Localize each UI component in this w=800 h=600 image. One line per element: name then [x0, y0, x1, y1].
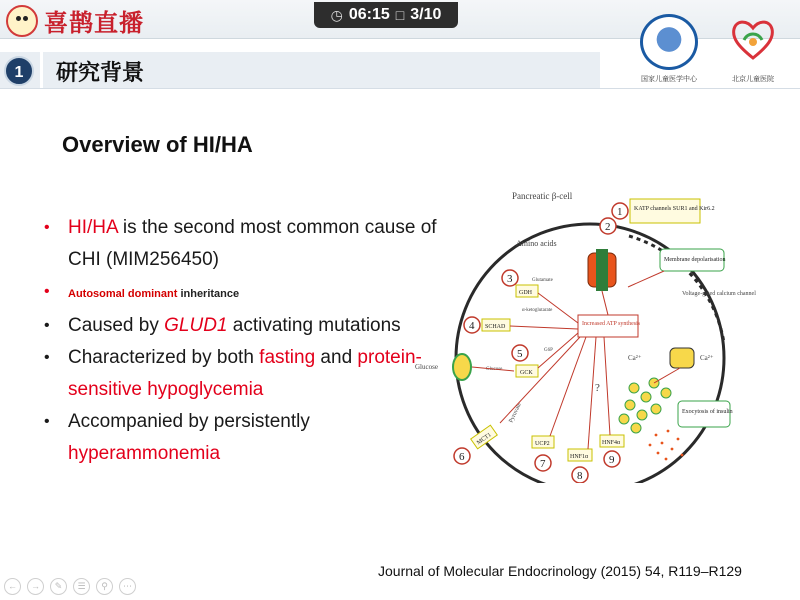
gdh-label: GDH	[519, 290, 532, 296]
bullet-highlight: fasting	[259, 347, 316, 368]
marker-2-label: 2	[605, 221, 611, 233]
marker-8-label: 8	[577, 470, 583, 482]
glutamate-label: Glutamate	[532, 278, 553, 283]
pen-icon[interactable]: ✎	[50, 578, 67, 595]
hnf1a-label: HNF1α	[570, 454, 589, 460]
clock-icon: ◷	[330, 6, 343, 23]
bullet-text: activating mutations	[227, 315, 401, 336]
bullet-text: Caused by	[68, 315, 165, 336]
vgcc-label: Voltage-gated calcium channel	[682, 291, 756, 297]
secreted-insulin-icon	[649, 430, 684, 461]
childrens-hospital-logo	[724, 14, 782, 84]
marker-3-label: 3	[507, 273, 513, 285]
glucose-in-label: Glucose	[486, 367, 503, 372]
ca-in-label: Ca²⁺	[628, 354, 642, 362]
slide-counter: 3/10	[410, 6, 442, 23]
g6p-label: G6P	[544, 348, 553, 353]
brand-name: 喜鹊直播	[44, 9, 144, 37]
mct1-label: MCT1	[476, 432, 493, 447]
bullet-dot: •	[44, 413, 50, 430]
bullet-dot: •	[44, 283, 50, 300]
bullet-dot: •	[44, 317, 50, 334]
unknown-label: ?	[595, 382, 600, 394]
gck-label: GCK	[520, 370, 533, 376]
akg-label: α-ketoglutarate	[522, 308, 553, 313]
section-title: 研究背景	[56, 61, 145, 86]
bullet-highlight: HI/HA	[68, 217, 118, 238]
marker-6-label: 6	[459, 451, 465, 463]
calcium-channel-icon	[670, 348, 694, 368]
bullet-dot: •	[44, 349, 50, 366]
bullet-text: Characterized by both	[68, 347, 260, 368]
bullet-highlight: protein-sensitive hypoglycemia	[68, 347, 422, 400]
katp-label: KATP channels SUR1 and Kir6.2	[634, 206, 715, 212]
marker-1-label: 1	[617, 206, 623, 218]
childrens-hospital-emblem-icon	[724, 14, 782, 70]
bullet-highlight: GLUD1	[164, 315, 228, 336]
magpie-logo-icon	[6, 5, 38, 37]
katp-channel-core	[596, 249, 608, 291]
marker-5-label: 5	[517, 348, 523, 360]
header-separator	[0, 88, 800, 89]
hnf4a-label: HNF4α	[602, 440, 621, 446]
bullet-text: and	[315, 347, 358, 368]
player-time: 06:15	[348, 6, 390, 23]
zoom-icon[interactable]: ⚲	[96, 578, 113, 595]
bullet-list	[40, 212, 440, 470]
bullet-item	[40, 212, 440, 276]
cell-label: Pancreatic β-cell	[512, 191, 573, 201]
national-center-logo	[640, 14, 698, 84]
section-number: 1	[4, 56, 34, 86]
bullet-text: is the second most common cause of CHI (MIM256450)	[68, 217, 437, 270]
player-controls[interactable]	[4, 578, 136, 595]
ca-out-label: Ca²⁺	[700, 354, 714, 362]
pyruvate-label: Pyruvate	[508, 401, 523, 424]
national-center-caption: 国家儿童医学中心	[641, 75, 697, 83]
atp-label: Increased ATP synthesis	[582, 321, 641, 327]
marker-4-label: 4	[469, 320, 475, 332]
bullet-text: Accompanied by persistently	[68, 411, 310, 432]
childrens-hospital-caption: 北京儿童医院	[732, 75, 774, 83]
bullet-item	[40, 310, 440, 342]
beta-cell-diagram	[410, 183, 770, 483]
slide-icon: □	[395, 7, 405, 23]
section-divider	[40, 52, 43, 88]
citation: Journal of Molecular Endocrinology (2015) 54, R119–R129	[378, 563, 742, 579]
membrane-label: Membrane depolarisation	[664, 257, 726, 263]
exocytosis-label: Exocytosis of insulin	[682, 409, 733, 415]
insulin-granules-icon	[619, 378, 671, 433]
national-center-emblem-icon	[640, 14, 698, 70]
marker-7-label: 7	[540, 458, 546, 470]
bullet-highlight: Autosomal dominant	[68, 288, 178, 300]
glucose-transporter-icon	[453, 354, 471, 380]
forward-icon[interactable]: →	[27, 578, 44, 595]
glucose-out-label: Glucose	[415, 363, 438, 371]
player-status-bar	[314, 2, 458, 28]
bullet-item	[40, 276, 440, 310]
marker-9-label: 9	[609, 454, 615, 466]
more-icon[interactable]: ⋯	[119, 578, 136, 595]
bullet-item	[40, 406, 440, 470]
bullet-highlight: hyperammonemia	[68, 443, 221, 464]
ucp2-label: UCP2	[535, 441, 550, 447]
menu-icon[interactable]: ☰	[73, 578, 90, 595]
brand	[6, 3, 144, 38]
slide-title: Overview of HI/HA	[62, 132, 253, 157]
pathway-arrows	[472, 271, 680, 449]
bullet-item	[40, 342, 440, 406]
amino-acids-label: Amino acids	[516, 239, 557, 248]
bullet-text: inheritance	[177, 288, 240, 300]
bullet-dot: •	[44, 219, 50, 236]
schad-label: SCHAD	[485, 324, 506, 330]
back-icon[interactable]: ←	[4, 578, 21, 595]
institution-logos	[640, 14, 782, 84]
